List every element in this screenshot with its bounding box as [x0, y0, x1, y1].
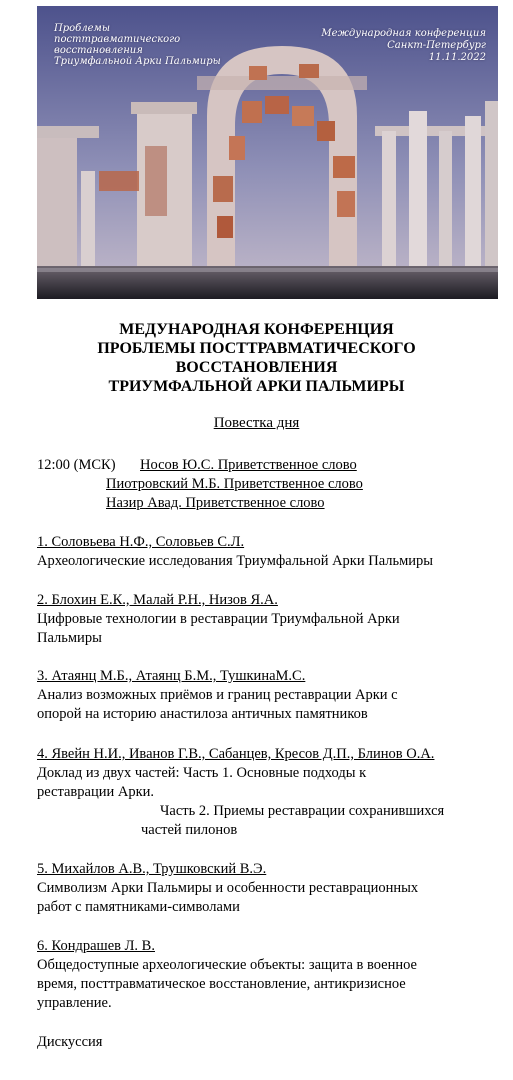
talk-topic: работ с памятниками-символами: [37, 899, 240, 915]
banner-left-caption: [54, 23, 244, 67]
title-line: ПРОБЛЕМЫ ПОСТТРАВМАТИЧЕСКОГО: [97, 340, 416, 357]
talk-authors: 2. Блохин Е.К., Малай Р.Н., Низов Я.А.: [37, 592, 278, 608]
talk-topic: Символизм Арки Пальмиры и особенности реставрационных: [37, 880, 419, 896]
banner-left-line: восстановления: [54, 45, 143, 56]
talk-topic: Общедоступные археологические объекты: защита в военное: [37, 957, 417, 973]
talk-authors: 1. Соловьева Н.Ф., Соловьев С.Л.: [37, 534, 245, 550]
talk-topic: Пальмиры: [37, 630, 102, 646]
banner-left-line: посттравматического: [54, 34, 181, 45]
talk-authors: 5. Михайлов А.В., Трушковский В.Э.: [37, 861, 267, 877]
talk-topic: Анализ возможных приёмов и границ реставрации Арки с: [37, 687, 398, 703]
opening-speaker: Назир Авад. Приветственное слово: [106, 495, 325, 511]
conference-banner-image: [37, 6, 498, 299]
talk-authors: 6. Кондрашев Л. В.: [37, 938, 155, 954]
conference-title: [0, 320, 513, 396]
talk-topic: управление.: [37, 995, 112, 1011]
talk-topic: частей пилонов: [141, 822, 238, 838]
banner-right-line: 11.11.2022: [428, 52, 486, 63]
talk-topic: время, посттравматическое восстановление, антикризисное: [37, 976, 406, 992]
talk-topic: Доклад из двух частей: Часть 1. Основные подходы к: [37, 765, 367, 781]
opening-speaker: Носов Ю.С. Приветственное слово: [140, 457, 357, 473]
banner-right-line: Санкт-Петербург: [387, 40, 486, 51]
talk-authors: 4. Явейн Н.И., Иванов Г.В., Сабанцев, Кресов Д.П., Блинов О.А.: [37, 746, 435, 762]
title-line: ТРИУМФАЛЬНОЙ АРКИ ПАЛЬМИРЫ: [108, 378, 405, 395]
opening-time: 12:00 (МСК): [37, 457, 116, 473]
talk-topic: Археологические исследования Триумфальной Арки Пальмиры: [37, 553, 434, 569]
banner-right-line: Международная конференция: [321, 28, 486, 39]
closing-discussion: Дискуссия: [37, 1034, 103, 1050]
opening-speaker: Пиотровский М.Б. Приветственное слово: [106, 476, 363, 492]
talk-topic: Часть 2. Приемы реставрации сохранившихся: [160, 803, 445, 819]
talk-topic: Цифровые технологии в реставрации Триумфальной Арки: [37, 611, 400, 627]
talk-authors: 3. Атаянц М.Б., Атаянц Б.М., ТушкинаМ.С.: [37, 668, 306, 684]
title-line: ВОССТАНОВЛЕНИЯ: [175, 359, 338, 376]
talk-topic: опорой на историю анастилоза античных памятников: [37, 706, 368, 722]
banner-left-line: Триумфальной Арки Пальмиры: [54, 56, 221, 67]
banner-left-line: Проблемы: [54, 23, 110, 34]
title-line: МЕДУНАРОДНАЯ КОНФЕРЕНЦИЯ: [119, 321, 394, 338]
agenda-heading: Повестка дня: [213, 415, 300, 431]
banner-right-caption: [296, 28, 486, 64]
talk-topic: реставрации Арки.: [37, 784, 155, 800]
